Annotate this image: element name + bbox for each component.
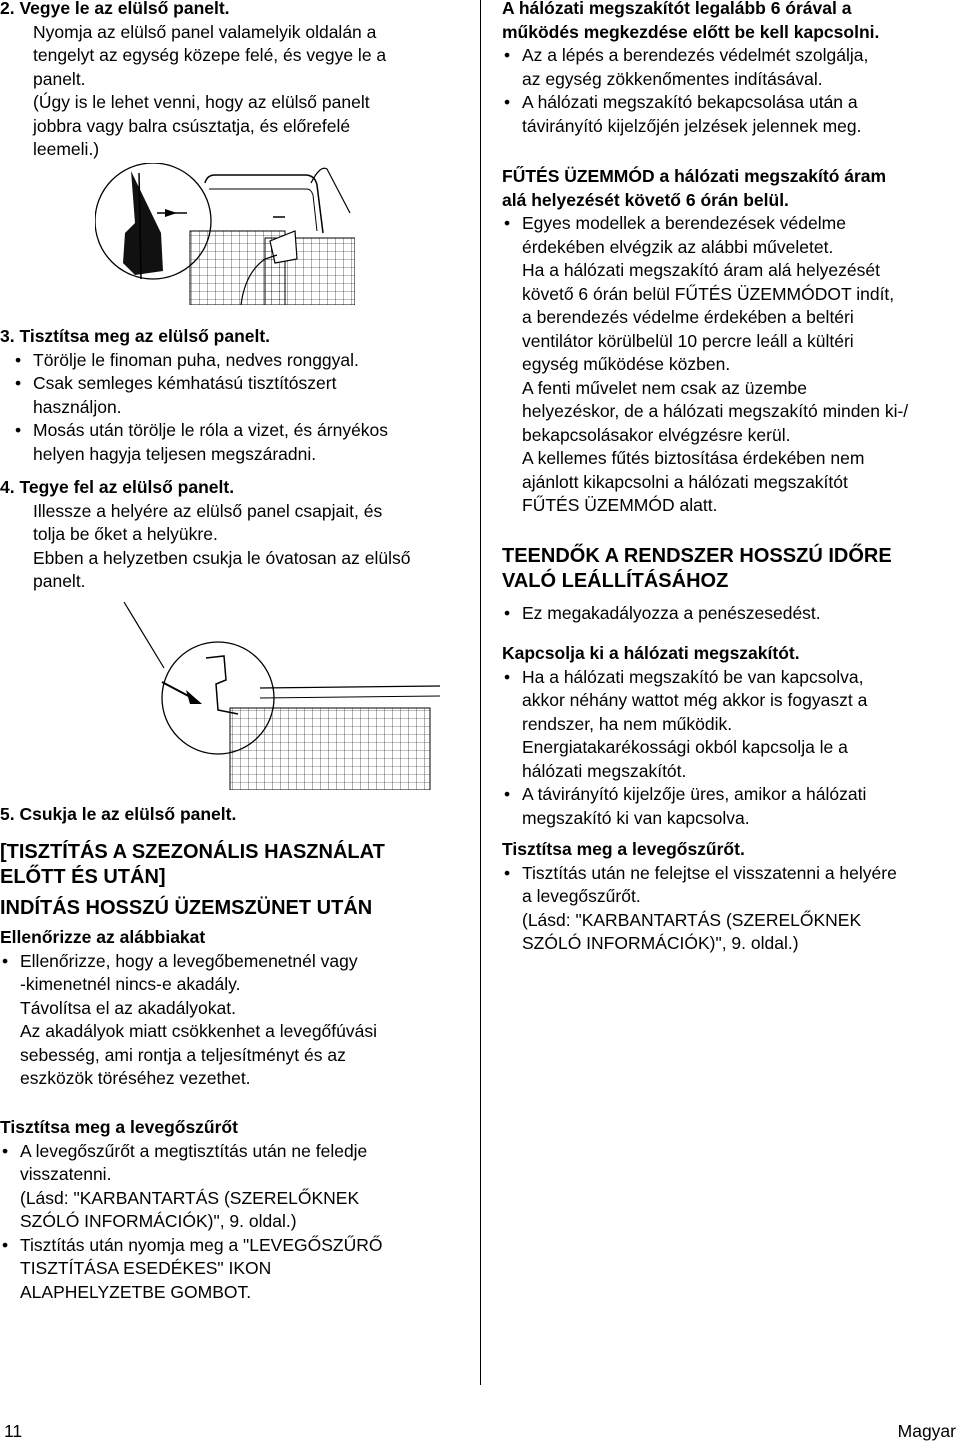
- text-line: helyezéskor, de a hálózati megszakító minden ki-/: [522, 401, 909, 421]
- text-line: Távolítsa el az akadályokat.: [20, 997, 236, 1018]
- step3-title: 3. Tisztítsa meg az elülső panelt.: [0, 326, 271, 346]
- step2-section: [0, 0, 470, 162]
- check-title: Ellenőrizze az alábbiakat: [0, 927, 206, 947]
- step4-text: [0, 500, 470, 594]
- text-line: jobbra vagy balra csúsztatja, és előrefelé: [33, 115, 351, 136]
- longstop-heading: [502, 544, 960, 594]
- power-section: [502, 0, 960, 138]
- text-line: FŰTÉS ÜZEMMÓD alatt.: [522, 495, 718, 515]
- filter-bullet: [0, 1234, 470, 1305]
- text-line: SZÓLÓ INFORMÁCIÓK)", 9. oldal.): [20, 1211, 297, 1231]
- text-line: panelt.: [33, 68, 86, 89]
- text-line: hálózati megszakítót.: [522, 760, 687, 781]
- text-line: Energiatakarékossági okból kapcsolja le a: [522, 737, 848, 757]
- text-line: a berendezés védelme érdekében a beltéri: [522, 307, 854, 327]
- power-title: [502, 0, 960, 44]
- step3-bullet: [13, 419, 470, 466]
- power-bullet: [502, 91, 960, 138]
- text-line: • Ellenőrizze, hogy a levegőbemenetnél vagy: [20, 950, 358, 971]
- text-line: • Az a lépés a berendezés védelmét szolgálja,: [522, 45, 869, 65]
- filter-section: [502, 838, 960, 956]
- text-line: akkor néhány wattot még akkor is fogyaszt a: [522, 690, 868, 710]
- text-line: visszatenni.: [20, 1164, 112, 1184]
- text-line: érdekében elvégzik az alábbi műveletet.: [522, 236, 834, 257]
- step3-section: [0, 325, 470, 466]
- breaker-title: Kapcsolja ki a hálózati megszakítót.: [502, 643, 800, 663]
- text-line: • Törölje le finoman puha, nedves ronggyal.: [33, 349, 359, 370]
- step4-title: 4. Tegye fel az elülső panelt.: [0, 477, 235, 497]
- text-line: • Ez megakadályozza a penészesedést.: [522, 603, 821, 623]
- text-line: eszközök töréséhez vezethet.: [20, 1068, 251, 1088]
- text-line: • A hálózati megszakító bekapcsolása után a: [522, 92, 858, 112]
- text-line: rendszer, ha nem működik.: [522, 713, 733, 734]
- text-line: tengelyt az egység közepe felé, és vegye le a: [33, 45, 387, 65]
- heating-title: [502, 165, 960, 212]
- text-line: A hálózati megszakítót legalább 6 órával a: [502, 0, 852, 18]
- step4-section: [0, 476, 470, 594]
- column-divider: [480, 0, 481, 1385]
- text-line: helyen hagyja teljesen megszáradni.: [33, 443, 317, 464]
- filter-bullet: [502, 862, 960, 956]
- text-line: TISZTÍTÁSA ESEDÉKES" IKON: [20, 1258, 272, 1278]
- filter-bullet: [0, 1140, 470, 1234]
- text-line: ventilátor körülbelül 10 percre leáll a kültéri: [522, 330, 854, 351]
- power-bullet: [502, 44, 960, 91]
- heading-line: VALÓ LEÁLLÍTÁSÁHOZ: [502, 570, 729, 592]
- page-number: 11: [4, 1421, 23, 1441]
- text-line: működés megkezdése előtt be kell kapcsolni.: [502, 21, 880, 42]
- text-line: Illessze a helyére az elülső panel csapjait, és: [33, 500, 383, 521]
- breaker-bullet: [502, 666, 960, 784]
- step2-title: 2. Vegye le az elülső panelt.: [0, 0, 230, 18]
- filter-title: Tisztítsa meg a levegőszűrőt.: [502, 839, 745, 859]
- longstop-bullet: [502, 602, 960, 626]
- text-line: (Lásd: "KARBANTARTÁS (SZERELŐKNEK: [20, 1187, 360, 1208]
- text-line: sebesség, ami rontja a teljesítményt és az: [20, 1044, 346, 1065]
- text-line: A kellemes fűtés biztosítása érdekében nem: [522, 448, 865, 468]
- text-line: ALAPHELYZETBE GOMBOT.: [20, 1281, 252, 1302]
- text-line: Nyomja az elülső panel valamelyik oldalán a: [33, 21, 377, 42]
- longstop-section: [502, 544, 960, 626]
- text-line: panelt.: [33, 571, 86, 591]
- season-section: [0, 840, 470, 1091]
- text-line: alá helyezését követő 6 órán belül.: [502, 189, 789, 210]
- remove-panel-illustration: [95, 163, 355, 305]
- breaker-section: [502, 642, 960, 830]
- check-bullet: [0, 950, 470, 1091]
- text-line: • A levegőszűrőt a megtisztítás után ne feledje: [20, 1140, 368, 1161]
- text-line: Az akadályok miatt csökkenhet a levegőfúvási: [20, 1021, 377, 1041]
- text-line: SZÓLÓ INFORMÁCIÓK)", 9. oldal.): [522, 933, 799, 953]
- text-line: követő 6 órán belül FŰTÉS ÜZEMMÓDOT indít,: [522, 283, 895, 304]
- text-line: tolja be őket a helyükre.: [33, 524, 218, 544]
- heating-bullet: [502, 212, 960, 518]
- footer-language: Magyar: [897, 1421, 956, 1441]
- step3-bullet: [13, 349, 470, 373]
- text-line: Ha a hálózati megszakító áram alá helyezését: [522, 260, 880, 280]
- step2-text: [0, 21, 470, 162]
- text-line: • Egyes modellek a berendezések védelme: [522, 213, 846, 233]
- step5-title: 5. Csukja le az elülső panelt.: [0, 804, 237, 824]
- text-line: (Lásd: "KARBANTARTÁS (SZERELŐKNEK: [522, 909, 862, 930]
- season-heading: [0, 840, 470, 890]
- text-line: megszakító ki van kapcsolva.: [522, 807, 750, 828]
- heading-line: ELŐTT ÉS UTÁN]: [0, 866, 166, 888]
- text-line: • Ha a hálózati megszakító be van kapcsolva,: [522, 666, 864, 687]
- heading-line: TEENDŐK A RENDSZER HOSSZÚ IDŐRE: [502, 545, 892, 567]
- heating-section: [502, 165, 960, 518]
- text-line: a levegőszűrőt.: [522, 886, 641, 906]
- text-line: Ebben a helyzetben csukja le óvatosan az elülső: [33, 547, 411, 568]
- text-line: ajánlott kikapcsolni a hálózati megszakítót: [522, 471, 848, 492]
- text-line: • Tisztítás után ne felejtse el visszatenni a helyére: [522, 862, 897, 883]
- text-line: használjon.: [33, 396, 122, 417]
- text-line: • A távirányító kijelzője üres, amikor a hálózati: [522, 784, 867, 804]
- heading-line: [TISZTÍTÁS A SZEZONÁLIS HASZNÁLAT: [0, 841, 385, 863]
- text-line: • Mosás után törölje le róla a vizet, és árnyékos: [33, 420, 389, 440]
- season-filter-section: [0, 1116, 470, 1304]
- text-line: -kimenetnél nincs-e akadály.: [20, 974, 241, 994]
- text-line: (Úgy is le lehet venni, hogy az elülső panelt: [33, 92, 370, 112]
- text-line: egység működése közben.: [522, 354, 731, 374]
- text-line: FŰTÉS ÜZEMMÓD a hálózati megszakító áram: [502, 166, 887, 186]
- attach-panel-illustration: [120, 598, 442, 790]
- season-subheading: INDÍTÁS HOSSZÚ ÜZEMSZÜNET UTÁN: [0, 897, 373, 919]
- text-line: az egység zökkenőmentes indításával.: [522, 68, 823, 89]
- breaker-bullet: [502, 783, 960, 830]
- text-line: távirányító kijelzőjén jelzések jelennek meg.: [522, 115, 862, 136]
- text-line: leemeli.): [33, 139, 100, 159]
- text-line: • Tisztítás után nyomja meg a "LEVEGŐSZŰRŐ: [20, 1234, 383, 1255]
- text-line: • Csak semleges kémhatású tisztítószert: [33, 373, 337, 393]
- filter-title: Tisztítsa meg a levegőszűrőt: [0, 1117, 238, 1137]
- step3-bullet: [13, 372, 470, 419]
- text-line: bekapcsolásakor elvégzésre kerül.: [522, 424, 791, 445]
- text-line: A fenti művelet nem csak az üzembe: [522, 377, 807, 398]
